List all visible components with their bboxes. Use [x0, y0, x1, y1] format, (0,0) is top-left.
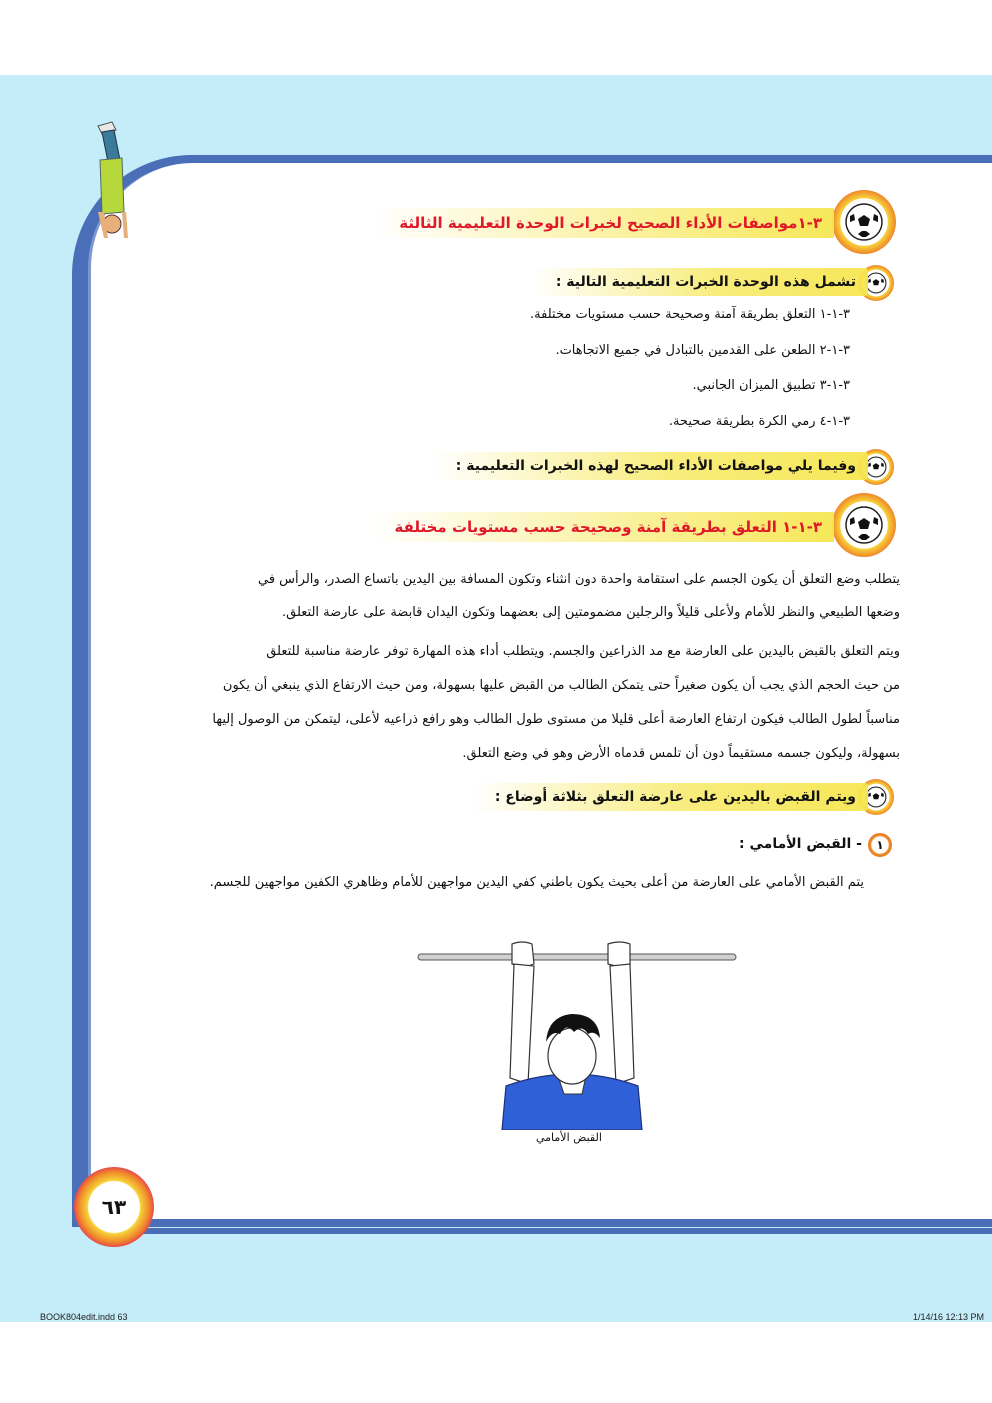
front-grip-text: يتم القبض الأمامي على العارضة من أعلى بحيث يكون باطني كفي اليدين مواجهين للأمام وظاهري الكفين مواجهين للجسم. [209, 875, 864, 890]
figure-caption: القبض الأمامي [536, 1131, 602, 1144]
page-number: ٦٣ [101, 1195, 127, 1219]
paragraph-line: وضعها الطبيعي والنظر للأمام ولأعلى قليلاً والرجلين مضمومتين إلى بعضهما وتكون اليدان قابضة على عارضة التعلق. [282, 605, 900, 620]
paragraph-line: بسهولة، وليكون جسمه مستقيماً دون أن تلمس قدماه الأرض وهو في وضع التعلق. [462, 746, 900, 761]
soccer-ball-icon [832, 493, 896, 557]
paragraph-line: ويتم التعلق بالقبض باليدين على العارضة مع مد الذراعين والجسم. ويتطلب أداء هذه المهارة توفر عارضة مناسبة للتعلق [266, 644, 900, 659]
soccer-ball-glyph [865, 456, 887, 478]
specs-heading: وفيما يلي مواصفات الأداء الصحيح لهذه الخبرات التعليمية : [432, 452, 868, 480]
includes-heading: تشمل هذه الوحدة الخبرات التعليمية التالية : [532, 268, 868, 296]
list-item: ٣-١-٢ الطعن على القدمين بالتبادل في جميع الاتجاهات. [555, 343, 850, 358]
paragraph-line: يتطلب وضع التعلق أن يكون الجسم على استقامة واحدة دون انثناء وتكون المسافة بين اليدين باتساع الصدر، والرأس في [257, 572, 900, 587]
soccer-ball-glyph [844, 202, 884, 242]
list-item: ٣-١-٤ رمي الكرة بطريقة صحيحة. [668, 414, 850, 429]
soccer-ball-glyph [844, 505, 884, 545]
grip-heading: ويتم القبض باليدين على عارضة التعلق بثلاثة أوضاع : [471, 783, 868, 811]
handstand-figure-illustration [86, 120, 136, 250]
front-grip-illustration [416, 938, 738, 1130]
subsection-heading: ٣-١-١ التعلق بطريقة آمنة وصحيحة حسب مستويات مختلفة [370, 512, 834, 542]
item-number-badge: ١ [868, 833, 892, 857]
soccer-ball-glyph [865, 786, 887, 808]
list-item: ٣-١-١ التعلق بطريقة آمنة وصحيحة حسب مستويات مختلفة. [530, 307, 850, 322]
paragraph-line: مناسباً لطول الطالب فيكون ارتفاع العارضة أعلى قليلا من مستوى طول الطالب وهو رافع ذراعيه لأعلى، ليتمكن من الوصول إليها [212, 712, 900, 727]
paragraph-line: من حيث الحجم الذي يجب أن يكون صغيراً حتى يتمكن الطالب من القبض عليها بسهولة، ومن حيث الارتفاع الذي ينبغي أن يكون [222, 678, 900, 693]
section-heading: ٣-١مواصفات الأداء الصحيح لخبرات الوحدة التعليمية الثالثة [375, 208, 834, 238]
front-grip-title: - القبض الأمامي : [739, 836, 862, 852]
bottom-rule [140, 1228, 992, 1234]
footer-timestamp: 1/14/16 12:13 PM [912, 1312, 984, 1322]
list-item: ٣-١-٣ تطبيق الميزان الجانبي. [692, 378, 850, 393]
soccer-ball-icon [832, 190, 896, 254]
page-number-badge [74, 1167, 154, 1247]
footer-filename: BOOK804edit.indd 63 [40, 1312, 128, 1322]
soccer-ball-glyph [865, 272, 887, 294]
